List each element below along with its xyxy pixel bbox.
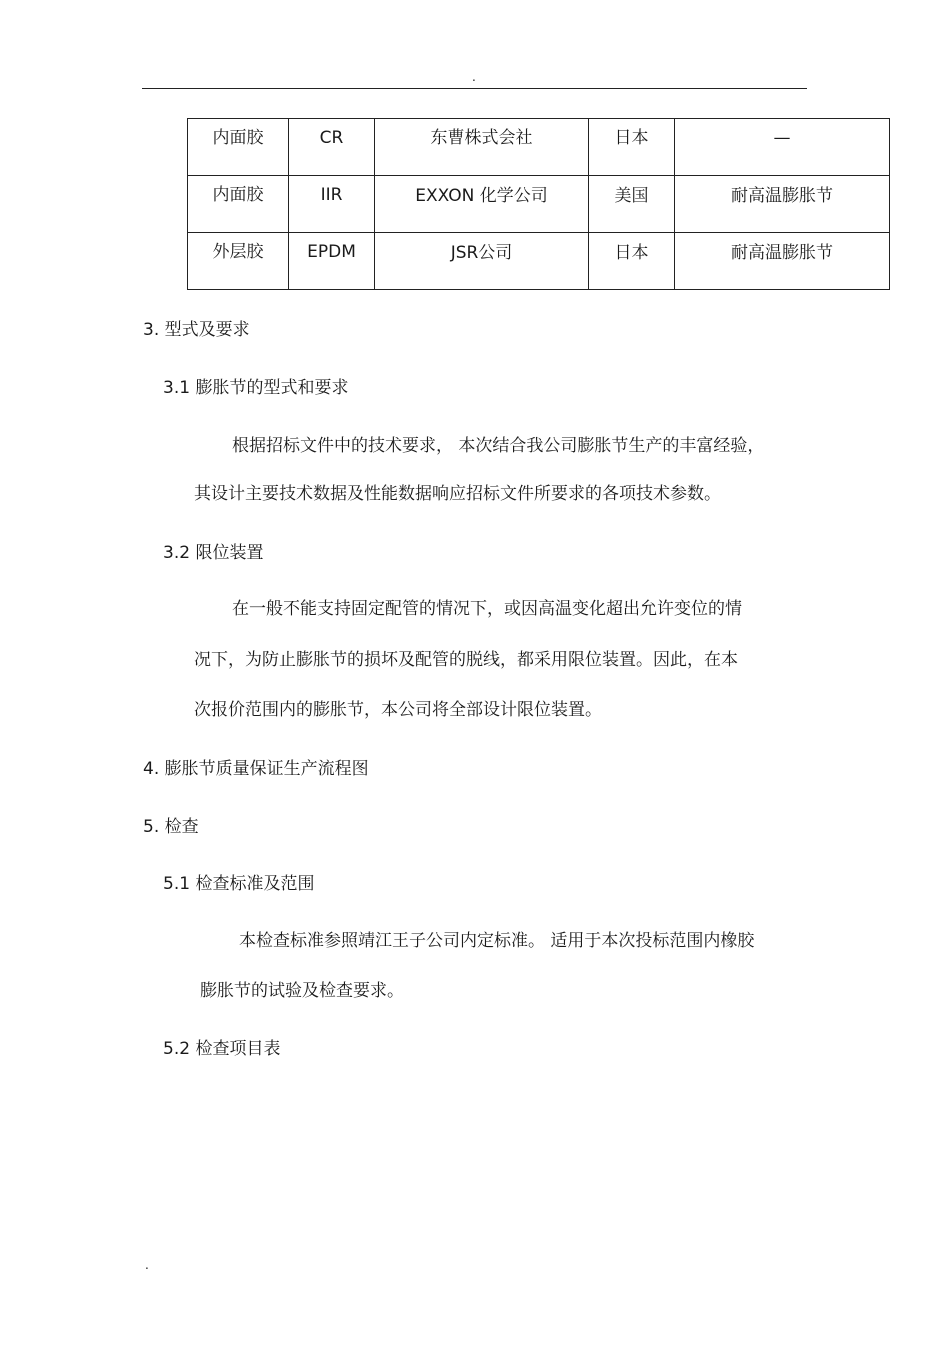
paragraph-line: 根据招标文件中的技术要求， 本次结合我公司膨胀节生产的丰富经验，: [232, 436, 765, 456]
table-row: [188, 233, 890, 290]
paragraph-line: 在一般不能支持固定配管的情况下，或因高温变化超出允许变位的情: [232, 599, 742, 619]
table-cell: EPDM: [289, 233, 375, 290]
header-rule: [142, 88, 807, 89]
table-cell: 内面胶: [188, 119, 289, 176]
table-cell: 外层胶: [188, 233, 289, 290]
table-cell: CR: [289, 119, 375, 176]
table-cell: EXXON 化学公司: [375, 176, 589, 233]
section-heading-5-2: 5.2 检查项目表: [163, 1039, 281, 1059]
table-row: [188, 176, 890, 233]
table-cell: 内面胶: [188, 176, 289, 233]
section-heading-4: 4. 膨胀节质量保证生产流程图: [143, 759, 369, 779]
table-cell: 耐高温膨胀节: [675, 176, 890, 233]
material-table: [187, 118, 890, 290]
header-mark: .: [472, 70, 476, 84]
table-cell: 耐高温膨胀节: [675, 233, 890, 290]
table-cell: JSR公司: [375, 233, 589, 290]
table-cell: 东曹株式会社: [375, 119, 589, 176]
paragraph-line: 膨胀节的试验及检查要求。: [200, 981, 404, 1001]
paragraph-line: 本检查标准参照靖江王子公司内定标准。 适用于本次投标范围内橡胶: [239, 931, 755, 951]
table-cell: —: [675, 119, 890, 176]
section-heading-3: 3. 型式及要求: [143, 320, 250, 340]
paragraph-line: 况下，为防止膨胀节的损坏及配管的脱线，都采用限位装置。因此，在本: [194, 650, 738, 670]
table-row: [188, 119, 890, 176]
paragraph-line: 其设计主要技术数据及性能数据响应招标文件所要求的各项技术参数。: [194, 484, 721, 504]
footer-mark: .: [145, 1258, 149, 1272]
section-heading-5: 5. 检查: [143, 817, 199, 837]
table-cell: 日本: [589, 119, 675, 176]
table-cell: 美国: [589, 176, 675, 233]
section-heading-5-1: 5.1 检查标准及范围: [163, 874, 315, 894]
section-heading-3-1: 3.1 膨胀节的型式和要求: [163, 378, 349, 398]
table-cell: IIR: [289, 176, 375, 233]
section-heading-3-2: 3.2 限位装置: [163, 543, 264, 563]
table-cell: 日本: [589, 233, 675, 290]
paragraph-line: 次报价范围内的膨胀节，本公司将全部设计限位装置。: [194, 700, 602, 720]
